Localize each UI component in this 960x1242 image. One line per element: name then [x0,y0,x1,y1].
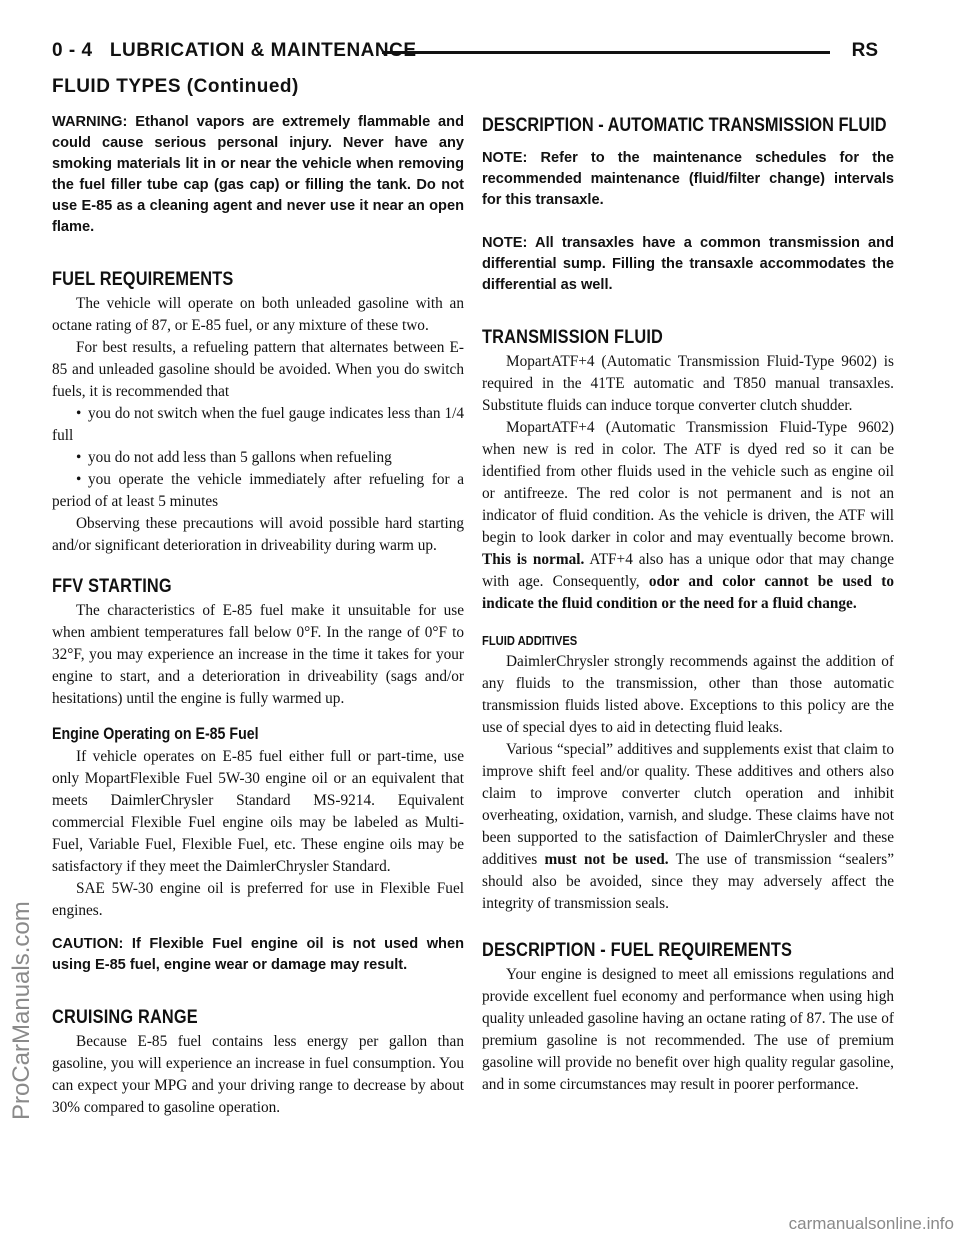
bullet-icon: • [76,449,82,466]
transmission-fluid-heading: TRANSMISSION FLUID [482,327,664,348]
fluid-additives-heading: FLUID ADDITIVES [482,633,578,648]
warning-text: WARNING: Ethanol vapors are extremely flammable and could cause serious personal injury. Never have any smoking materials lit in or near the vehicle when removing the fuel filler tube cap (gas cap) or filling the tank. Do not use E-85 as a cleaning agent and never use it near an open flame. [52,114,464,235]
footer-link[interactable]: carmanualsonline.info [788,1214,954,1233]
list-item [52,403,464,447]
tf-p2-text-a: MopartATF+4 (Automatic Transmission Fluid-Type 9602) when new is red in color. The ATF is dyed red so it can be identified from other fluids used in the vehicle such as engine oil or antifreeze. The red color is not permanent and is not an indicator of fluid condition. As the vehicle is driven, the ATF will begin to look darker in color and may eventually become brown. [482,419,894,546]
ffv-starting-heading: FFV STARTING [52,576,172,597]
bullet-text-1: you do not switch when the fuel gauge indicates less than 1/4 full [52,405,464,444]
ffv-paragraph: The characteristics of E-85 fuel make it unsuitable for use when ambient temperatures fall below 0°F. In the range of 0°F to 32°F, you may experience an increase in the time it takes for your engine to start, and a deterioration in driveability (sags and/or hesitations) until the engine is fully warmed up. [52,602,464,707]
bullet-text-2: you do not add less than 5 gallons when refueling [88,449,392,466]
bullet-text-3: you operate the vehicle immediately after refueling for a period of at least 5 minutes [52,471,464,510]
page-number: 0 - 4 [52,40,93,61]
engine-paragraph-2: SAE 5W-30 engine oil is preferred for use in Flexible Fuel engines. [52,880,464,919]
fuel-req-paragraph-2: For best results, a refueling pattern that alternates between E-85 and unleaded gasoline should be avoided. When you do switch fuels, it is recommended that [52,339,464,400]
add-p2-text-a: Various “special” additives and supplements exist that claim to improve shift feel and/or quality. These additives and others also claim to improve converter clutch operation and inhibit overheating, oxidation, varnish, and sludge. These claims have not been supported to the satisfaction of DaimlerChrysler and these additives [482,741,894,868]
right-column [482,112,894,1096]
tf-p2-text-c: ATF+4 also has a unique odor that may change with age. Consequently, [482,551,895,590]
header-rule [382,51,830,54]
tf-paragraph-2 [482,417,894,615]
add-p2-text-c: The use of transmission “sealers” should also be avoided, since they may adversely affect the integrity of transmission seals. [482,851,894,912]
note-maintenance: NOTE: Refer to the maintenance schedules for the recommended maintenance (fluid/filter change) intervals for this transaxle. [482,150,894,208]
bullet-icon: • [76,405,82,422]
section-code: RS [851,40,878,61]
note-sump: NOTE: All transaxles have a common transmission and differential sump. Filling the transaxle accommodates the differential as well. [482,235,894,293]
continued-title: FLUID TYPES (Continued) [52,76,299,97]
fuel-req-paragraph-1: The vehicle will operate on both unleaded gasoline with an octane rating of 87, or E-85 fuel, or any mixture of these two. [52,295,464,334]
tf-paragraph-1: MopartATF+4 (Automatic Transmission Fluid-Type 9602) is required in the 41TE automatic and T850 manual transaxles. Substitute fluids can induce torque converter clutch shudder. [482,353,894,414]
atf-description-heading: DESCRIPTION - AUTOMATIC TRANSMISSION FLUID [482,115,887,136]
list-item [52,447,464,469]
section-title: LUBRICATION & MAINTENANCE [109,40,417,61]
fuelreq-paragraph: Your engine is designed to meet all emissions regulations and provide excellent fuel economy and performance when using high quality unleaded gasoline having an octane rating of 87. The use of premium gasoline is not recommended. The use of premium gasoline will provide no benefit over high quality regular gasoline, and in some circumstances may result in poorer performance. [482,966,894,1093]
fuel-requirements-description-heading: DESCRIPTION - FUEL REQUIREMENTS [482,940,793,961]
engine-paragraph-1: If vehicle operates on E-85 fuel either full or part-time, use only MopartFlexible Fuel 5W-30 engine oil or an equivalent that meets DaimlerChrysler Standard MS-9214. Equivalent commercial Flexible Fuel engine oils may be labeled as Multi-Fuel, Variable Fuel, Flexible Fuel, etc. These engine oils may be satisfactory if they meet the DaimlerChrysler Standard. [52,748,464,875]
caution-text: CAUTION: If Flexible Fuel engine oil is not used when using E-85 fuel, engine wear or damage may result. [52,936,464,973]
bullet-icon: • [76,471,82,488]
add-p2-bold: must not be used. [544,851,669,868]
engine-e85-heading: Engine Operating on E-85 Fuel [52,725,259,743]
watermark-text: ProCarManuals.com [8,901,35,1120]
list-item [52,469,464,513]
additives-paragraph-2 [482,739,894,915]
left-column [52,112,464,1119]
cruising-paragraph: Because E-85 fuel contains less energy per gallon than gasoline, you will experience an increase in fuel consumption. You can expect your MPG and your driving range to decrease by about 30% compared to gasoline operation. [52,1033,464,1116]
additives-paragraph-1: DaimlerChrysler strongly recommends against the addition of any fluids to the transmission, other than those automatic transmission fluids listed above. Exceptions to this policy are the use of special dyes to aid in detecting fluid leaks. [482,653,894,736]
fuel-requirements-heading: FUEL REQUIREMENTS [52,269,234,290]
fuel-req-paragraph-3: Observing these precautions will avoid possible hard starting and/or significant deterioration in driveability during warm up. [52,515,464,554]
tf-p2-bold-normal: This is normal. [482,551,585,568]
cruising-range-heading: CRUISING RANGE [52,1007,198,1028]
page-header [52,40,878,66]
tf-p2-bold-odor: odor and color cannot be used to indicate the fluid condition or the need for a fluid change. [482,573,894,612]
header-left [52,40,417,62]
